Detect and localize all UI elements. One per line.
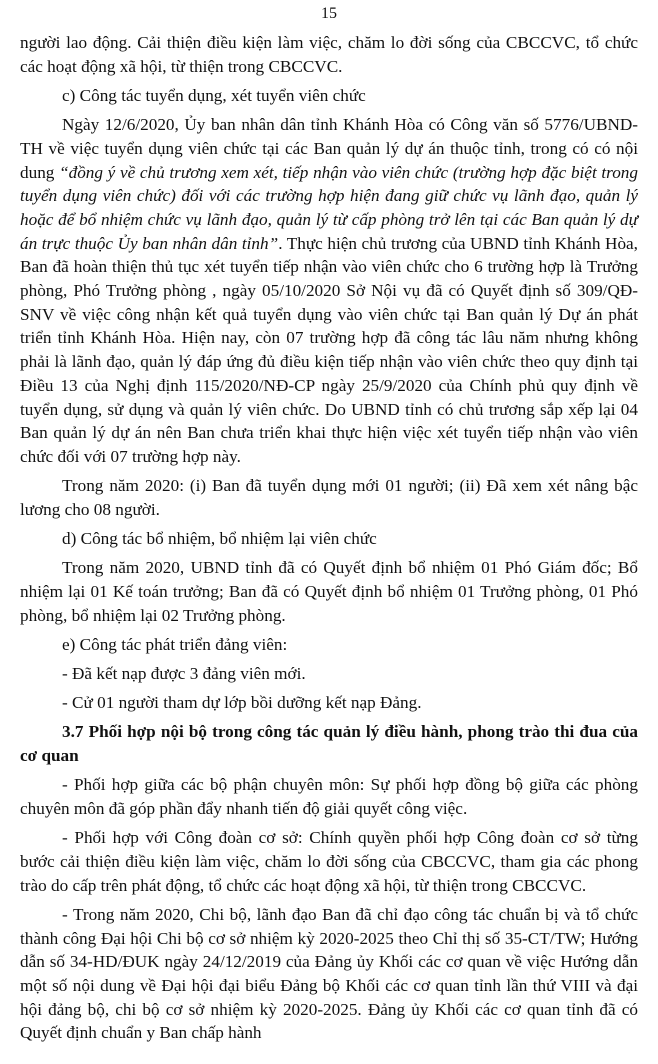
list-item-new-members: - Đã kết nạp được 3 đảng viên mới. [62,664,306,684]
paragraph-party-congress: - Trong năm 2020, Chi bộ, lãnh đạo Ban đã chỉ đạo công tác chuẩn bị và tổ chức thành công Đại hội Chi bộ cơ sở nhiệm kỳ 2020-2025 theo Chỉ thị số 35-CT/TW; Hướng dẫn số 34-HD/ĐUK ngày 24/12/2019 của Đảng ủy Khối các cơ quan về việc Hướng dẫn một số nội dung về Đại hội đại biểu Đảng bộ Khối các cơ quan tỉnh lần thứ VIII và đại hội đảng bộ, chi bộ cơ sở nhiệm kỳ 2020-2025. Đảng ủy Khối các cơ quan tỉnh đã có Quyết định chuẩn y Ban chấp hành [20,904,638,1043]
paragraph-recruitment-part-1: Ngày 12/6/2020, Ủy ban nhân dân tỉnh Khánh Hòa có Công văn số 5776/UBND-TH về việc tuyển dụng viên chức tại các Ban quản lý dự án thuộc tỉnh, trong có có nội dung [20,115,638,182]
quoted-directive: “đồng ý về chủ trương xem xét, tiếp nhận vào viên chức (trường hợp đặc biệt trong tuyển dụng viên chức) đối với các trường hợp hiện đang giữ chức vụ lãnh đạo, quản lý hoặc để bổ nhiệm chức vụ lãnh đạo, quản lý từ cấp phòng trở lên tại các Ban quản lý dự án trực thuộc Ủy ban nhân dân tỉnh” [20,162,638,253]
paragraph-internal-coordination: - Phối hợp giữa các bộ phận chuyên môn: Sự phối hợp đồng bộ giữa các phòng chuyên môn đã góp phần đẩy nhanh tiến độ giải quyết công việc. [20,775,638,819]
paragraph-appointments: Trong năm 2020, UBND tỉnh đã có Quyết định bổ nhiệm 01 Phó Giám đốc; Bổ nhiệm lại 01 Kế toán trưởng; Ban đã có Quyết định bổ nhiệm 01 Trưởng phòng, 01 Phó phòng, bổ nhiệm lại 02 Trưởng phòng. [20,558,638,625]
paragraph-recruitment-part-2: . Thực hiện chủ trương của UBND tỉnh Khánh Hòa, Ban đã hoàn thiện thủ tục xét tuyển tiếp nhận vào viên chức cho 6 trường hợp là Trưởng phòng, Phó Trưởng phòng , ngày 05/10/2020 Sở Nội vụ đã có Quyết định số 309/QĐ-SNV về việc công nhận kết quả tuyển dụng vào viên chức tại Ban quản lý Dự án phát triển tỉnh Khánh Hòa. Hiện nay, còn 07 trường hợp đã công tác lâu năm nhưng không phải là lãnh đạo, quản lý đáp ứng đủ điều kiện tiếp nhận vào viên chức theo quy định tại Điều 13 của Nghị định 115/2020/NĐ-CP ngày 25/9/2020 của Chính phủ quy định về tuyển dụng, sử dụng và quản lý viên chức. Do UBND tỉnh có chủ trương sắp xếp lại 04 Ban quản lý dự án nên Ban chưa triển khai thực hiện việc xét tuyển tiếp nhận vào viên chức đối với 07 trường hợp này. [20,233,638,466]
paragraph-recruitment [20,113,638,469]
document-body [20,31,638,1051]
paragraph-recruitment-results: Trong năm 2020: (i) Ban đã tuyển dụng mới 01 người; (ii) Đã xem xét nâng bậc lương cho 08 người. [20,476,638,519]
section-3-7-heading: 3.7 Phối hợp nội bộ trong công tác quản lý điều hành, phong trào thi đua của cơ quan [20,722,638,766]
section-c-heading: c) Công tác tuyển dụng, xét tuyển viên chức [62,85,366,105]
section-d-heading: d) Công tác bổ nhiệm, bổ nhiệm lại viên chức [62,529,377,549]
section-e-heading: e) Công tác phát triển đảng viên: [62,634,288,654]
list-item-training: - Cử 01 người tham dự lớp bồi dưỡng kết nạp Đảng. [62,693,422,713]
paragraph-union-coordination: - Phối hợp với Công đoàn cơ sở: Chính quyền phối hợp Công đoàn cơ sở từng bước cải thiện điều kiện làm việc, chăm lo đời sống của CBCCVC, tham gia các phong trào do cấp trên phát động, tổ chức các hoạt động xã hội, từ thiện trong CBCCVC. [20,828,638,895]
paragraph-1: người lao động. Cải thiện điều kiện làm việc, chăm lo đời sống của CBCCVC, tổ chức các hoạt động xã hội, từ thiện trong CBCCVC. [20,33,638,76]
page-number: 15 [321,5,337,22]
